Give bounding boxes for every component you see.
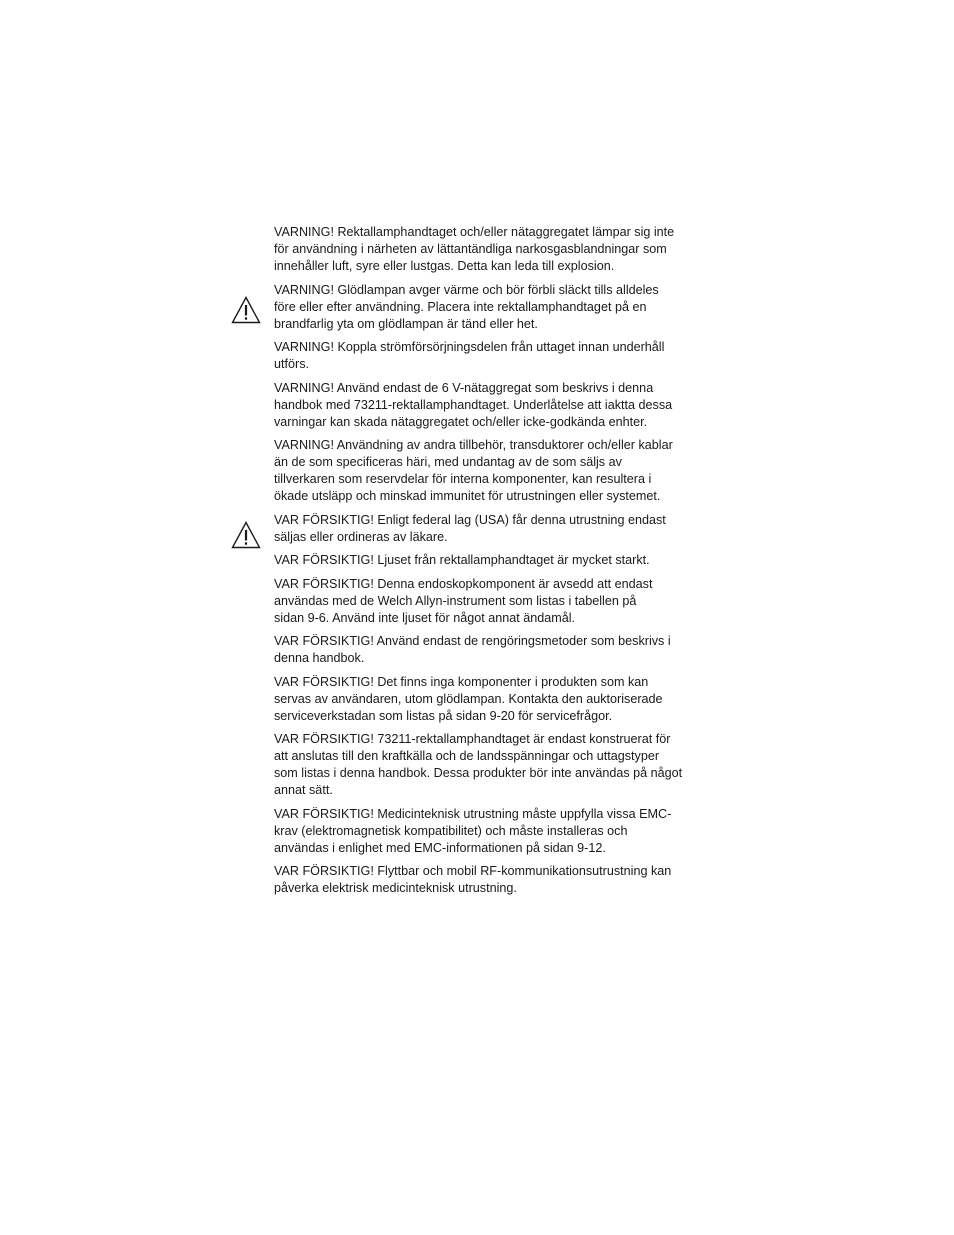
caution-paragraph: VAR FÖRSIKTIG! 73211-rektallamphandtaget är endast konstruerat för att anslutas till den kraftkälla och de landsspänningar och uttagstyper som listas i denna handbok. Dessa produkter bör inte användas på något annat sätt. <box>274 732 683 797</box>
caution-paragraph: VAR FÖRSIKTIG! Ljuset från rektallamphandtaget är mycket starkt. <box>274 553 650 567</box>
warning-paragraph: VARNING! Rektallamphandtaget och/eller nätaggregatet lämpar sig inte för användning i närheten av lättantändliga narkosgasblandningar som innehåller luft, syre eller lustgas. Detta kan leda till explosion. <box>274 225 675 273</box>
warning-paragraph: VARNING! Glödlampan avger värme och bör förbli släckt tills alldeles före eller efter användning. Placera inte rektallamphandtaget på en brandfarlig yta om glödlampan är tänd eller het. <box>274 282 659 331</box>
warning-paragraph: VARNING! Använd endast de 6 V-nätaggregat som beskrivs i denna handbok med 73211-rektallamphandtaget. Underlåtelse att iaktta dessa varningar kan skada nätaggregatet och/eller icke-godkända enhter. <box>274 380 673 429</box>
caution-paragraph: VAR FÖRSIKTIG! Medicinteknisk utrustning måste uppfylla vissa EMC- krav (elektromagnetisk kompatibilitet) och måste installeras och användas i enlighet med EMC-informationen på sidan 9-12. <box>274 806 672 855</box>
warning-paragraph: VARNING! Användning av andra tillbehör, transduktorer och/eller kablar än de som specificeras häri, med undantag av de som säljs av tillverkaren som reservdelar för interna komponenter, kan resultera i ökade utsläpp och minskad immunitet för utrustningen eller systemet. <box>274 438 673 503</box>
caution-paragraph: VAR FÖRSIKTIG! Använd endast de rengöringsmetoder som beskrivs i denna handbok. <box>274 634 671 665</box>
caution-paragraph: VAR FÖRSIKTIG! Enligt federal lag (USA) får denna utrustning endast säljas eller ordineras av läkare. <box>274 512 666 544</box>
caution-paragraph: VAR FÖRSIKTIG! Flyttbar och mobil RF-kommunikationsutrustning kan påverka elektrisk medicinteknisk utrustning. <box>274 864 672 895</box>
warnings-section <box>274 224 724 904</box>
caution-triangle-icon <box>231 521 261 549</box>
caution-paragraph: VAR FÖRSIKTIG! Det finns inga komponenter i produkten som kan servas av användaren, utom glödlampan. Kontakta den auktoriserade serviceverkstadan som listas på sidan 9-20 för servicefrågor. <box>274 674 663 723</box>
caution-paragraph: VAR FÖRSIKTIG! Denna endoskopkomponent är avsedd att endast användas med de Welch Allyn-instrument som listas i tabellen på sidan 9-6. Använd inte ljuset för något annat ändamål. <box>274 576 653 625</box>
warning-triangle-icon <box>231 296 261 324</box>
warning-paragraph: VARNING! Koppla strömförsörjningsdelen från uttaget innan underhåll utförs. <box>274 340 665 371</box>
